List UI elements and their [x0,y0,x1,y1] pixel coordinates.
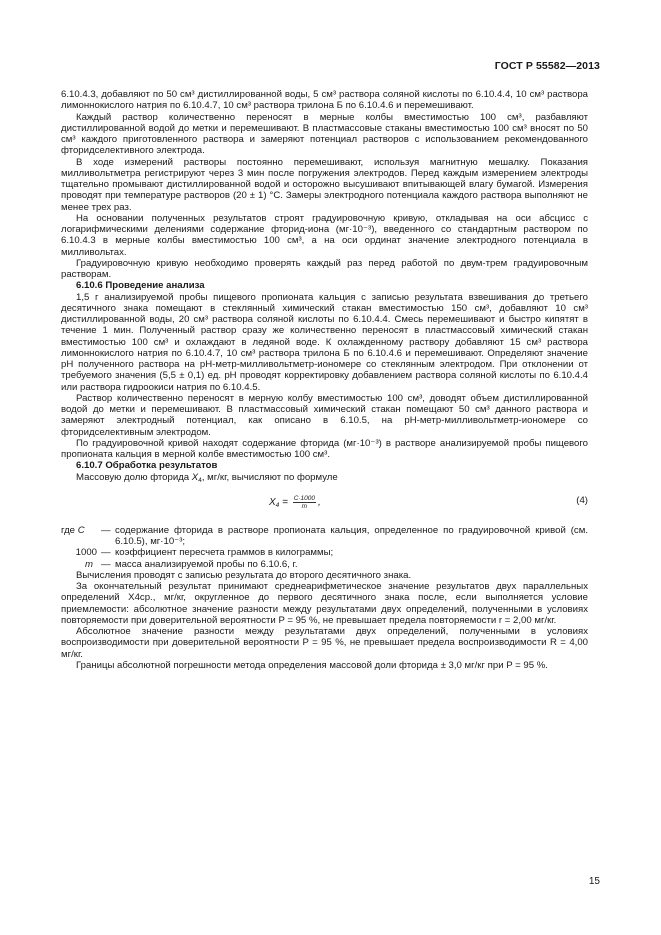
paragraph-formula-intro: Массовую долю фторида $X_4$, мг/кг, вычисляют по формуле [76,471,338,484]
formula-expression: $X_4$ = $\frac{C\cdot 1000}{m}$ , [269,494,321,510]
formula-fraction: $\frac{C\cdot 1000}{m}$ [293,494,316,510]
section-heading-processing: 6.10.7 Обработка результатов [76,460,218,472]
definition-row: 1000 — коэффициент пересчета граммов в килограммы; [75,547,334,559]
definition-row: m — масса анализируемой пробы по 6.10.6, г. [85,558,298,570]
paragraph-measurement: В ходе измерений растворы постоянно перемешивают, используя магнитную мешалку. Показания милливольтметра регистрируют через 3 мин после погружения электродов. Перед каждым измерением электроды тщательно промывают дистиллированной водой и осторожно высушивают впитывающей влагу бумагой. Измерения проводят при температуре растворов (20 ± 1) °С. Замеры электродного потенциала каждого раствора выполняют не менее трех раз. [61,156,588,213]
document-code-header: ГОСТ Р 55582—2013 [494,60,600,72]
section-heading-analysis: 6.10.6 Проведение анализа [76,280,205,292]
paragraph-fluoride-content: По градуировочной кривой находят содержание фторида (мг·10⁻³) в растворе анализируемой пробы пищевого пропионата кальция в мерной колбе вместимостью 100 см³. [61,437,588,460]
formula-definitions [61,525,588,570]
paragraph-error-bounds: Границы абсолютной погрешности метода определения массовой доли фторида ± 3,0 мг/кг при P = 95 %. [76,659,548,671]
formula-4 [61,491,588,513]
formula-number: (4) [576,494,588,506]
paragraph-analysis-procedure: 1,5 г анализируемой пробы пищевого пропионата кальция с записью результата взвешивания до третьего десятичного знака помещают в стеклянный химический стакан вместимостью 150 см³, добавляют 10 см³ дистиллированной воды, 20 см³ раствора соляной кислоты по 6.10.4.4. Смесь перемешивают и быстро кипятят в течение 1 мин. Полученный раствор сразу же количественно переносят в пластмассовый химический стакан вместимостью 100 см³ и охлаждают в ледяной воде. К охлажденному раствору добавляют 15 см³ раствора лимоннокислого натрия по 6.10.4.7, 10 см³ раствора трилона Б по 6.10.4.6 и перемешивают. Определяют значение pH полученного раствора на pH-метр-милливольтметр-иономере со стеклянным электродом. При отклонении от требуемого значения (5,5 ± 0,1) ед. pH проводят корректировку добавлением раствора соляной кислоты по 6.10.4.4 или раствора гидроокиси натрия по 6.10.4.5. [61,291,588,393]
paragraph-calibration-curve: На основании полученных результатов строят градуировочную кривую, откладывая на оси абсцисс с логарифмическими делениями содержание фторид-иона (мг·10⁻³), введенного со стандартным раствором по 6.10.4.3 в мерные колбы вместимостью 100 см³, а на оси ординат значение электродного потенциала в милливольтах. [61,212,588,258]
paragraph-calibration-solutions: 6.10.4.3, добавляют по 50 см³ дистиллированной воды, 5 см³ раствора соляной кислоты по 6.10.4.4, 10 см³ раствора лимоннокислого натрия по 6.10.4.7, 10 см³ раствора трилона Б по 6.10.4.6 и перемешивают. [61,89,588,112]
paragraph-curve-check: Градуировочную кривую необходимо проверять каждый раз перед работой по двум-трем градуировочным растворам. [61,257,588,280]
paragraph-transfer: Каждый раствор количественно переносят в мерные колбы вместимостью 100 см³, разбавляют дистиллированной водой до метки и перемешивают. В пластмассовые стаканы вместимостью 100 см³ вносят по 50 см³ каждого приготовленного раствора и замеряют потенциал растворов с использованием рекомендованного фторидселективного электрода. [61,111,588,157]
document-body [61,89,588,671]
page-number: 15 [588,876,600,887]
paragraph-reproducibility: Абсолютное значение разности между результатами двух определений, полученными в условиях воспроизводимости при доверительной вероятности P = 95 %, не превышает предела воспроизводимости R = 4,00 мг/кг. [61,626,588,660]
paragraph-calc-precision: Вычисления проводят с записью результата до второго десятичного знака. [76,569,412,581]
definition-row: где C — содержание фторида в растворе пропионата кальция, определенное по градуировочной кривой (см. 6.10.5), мг·10⁻³; [61,524,588,547]
paragraph-potential-measurement: Раствор количественно переносят в мерную колбу вместимостью 100 см³, доводят объем дистиллированной водой до метки и перемешивают. В пластмассовый химический стакан помещают 50 см³ данного раствора и замеряют электродный потенциал, как описано в 6.10.5, на pH-метр-милливольтметр-иономере со фторидселективным электродом. [61,392,588,438]
paragraph-final-result: За окончательный результат принимают среднеарифметическое значение результатов двух параллельных определений X4ср., мг/кг, округленное до первого десятичного знака после, если выполняется условие приемлемости: абсолютное значение разности между результатами двух определений, полученными в условиях повторяемости при доверительной вероятности P = 95 %, не превышает предела повторяемости r = 2,00 мг/кг. [61,581,588,626]
